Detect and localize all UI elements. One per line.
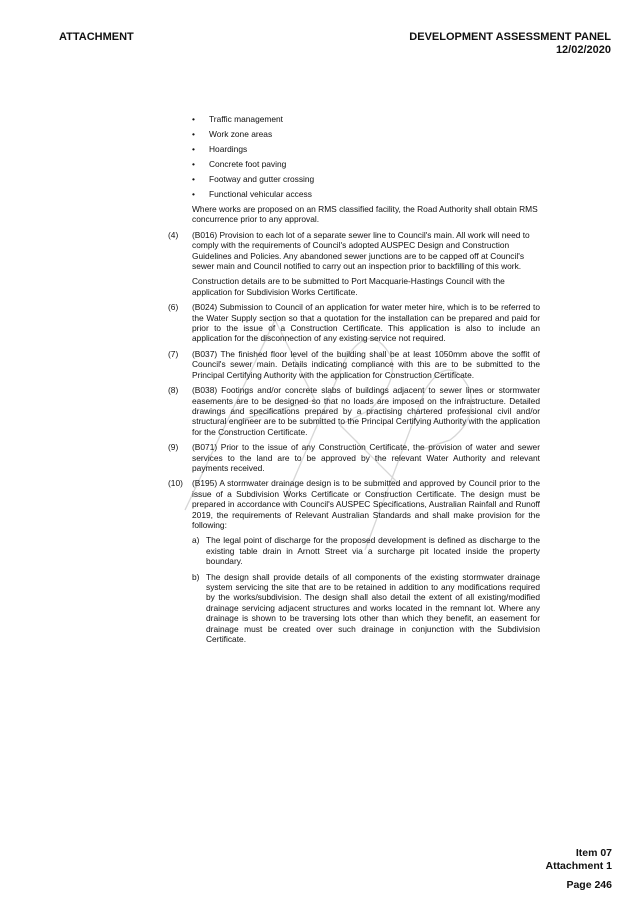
subitem-text: The design shall provide details of all components of the existing stormwater drainage system servicing the site that are to be retained in addition to any modifications required by the works/subdivision. The design shall also detail the extent of all existing/modified drainage servicing adjacent structures and works located in the remnant lot. Where any drainage is shown to be traversing lots other than which they benefit, an easement for drainage must be created over such drainage in conjunction with the Subdivision Certificate.: [206, 571, 540, 645]
bullet-item: • Functional vehicular access: [192, 189, 312, 199]
subitem-label: b): [192, 571, 200, 582]
condition-7: [168, 349, 540, 380]
bullet-item: • Footway and gutter crossing: [192, 174, 315, 184]
footer-attachment: Attachment 1: [545, 860, 612, 872]
condition-number: (4): [168, 229, 179, 240]
condition-text: (B024) Submission to Council of an application for water meter hire, which is to be referred to the Water Supply section so that a quotation for the installation can be prepared and paid for prior to the issue of a Construction Certificate. This application is also to include an application for the disconnection of any existing service not required.: [192, 302, 540, 344]
condition-extra: Construction details are to be submitted to Port Macquarie-Hastings Council with the application for Subdivision Works Certificate.: [192, 276, 505, 297]
subitem-text: The legal point of discharge for the proposed development is defined as discharge to the existing table drain in Arnott Street via a surcharge pit located inside the property boundary.: [206, 535, 540, 567]
condition-number: (10): [168, 478, 183, 489]
header-attachment-label: ATTACHMENT: [59, 31, 134, 43]
subitem-b: [192, 572, 540, 645]
bullet-item: • Work zone areas: [192, 129, 273, 139]
header-panel-title: DEVELOPMENT ASSESSMENT PANEL: [409, 31, 611, 43]
footer-page-number: Page 246: [566, 879, 612, 891]
bullet-list: [168, 114, 540, 199]
bullet-item: • Concrete foot paving: [192, 159, 287, 169]
header-panel: [409, 31, 611, 57]
bullet-item: • Traffic management: [192, 114, 284, 124]
condition-text: (B038) Footings and/or concrete slabs of buildings adjacent to sewer lines or stormwater easements are to be designed so that no loads are imposed on the infrastructure. Detailed drawings and specifications prepared by a practising chartered professional civil and/or structural engineer are to be submitted to the Principal Certifying Authority with the application for the Construction Certificate.: [192, 385, 540, 437]
document-body: [168, 114, 540, 649]
bullet-note: Where works are proposed on an RMS classified facility, the Road Authority shall obtain RMS concurrence prior to any approval.: [192, 204, 538, 225]
subitem-a: [192, 535, 540, 566]
condition-text: (B037) The finished floor level of the building shall be at least 1050mm above the soffit of Council's sewer main. Details indicating compliance with this are to be submitted to the Principal Certifying Authority with the application for Construction Certificate.: [192, 348, 540, 380]
header-date: 12/02/2020: [555, 44, 611, 56]
condition-text: (B071) Prior to the issue of any Construction Certificate, the provision of water and sewer services to the land are to be approved by the relevant Water Authority and relevant payments received.: [192, 442, 540, 473]
footer-item: Item 07: [575, 847, 612, 859]
condition-text: (B016) Provision to each lot of a separate sewer line to Council's main. All work will need to comply with the requirements of Council's adopted AUSPEC Design and Construction Guidelines and Policies. Any abandoned sewer junctions are to be capped off at Council's sewer main and Council notified to carry out an inspection prior to backfilling of this work.: [192, 229, 530, 272]
footer-item-info: [545, 847, 612, 873]
condition-number: (9): [168, 442, 179, 453]
condition-number: (7): [168, 348, 179, 359]
condition-10: [168, 478, 540, 644]
subitem-label: a): [192, 535, 200, 546]
condition-number: (8): [168, 385, 179, 396]
condition-text: (B195) A stormwater drainage design is to be submitted and approved by Council prior to the issue of a Subdivision Works Certificate or Construction Certificate. The design must be prepared in accordance with Council's AUSPEC Specifications, Australian Rainfall and Runoff 2019, the requirements of Relevant Australian Standards and shall make provision for the following:: [192, 478, 540, 530]
condition-9: [168, 442, 540, 473]
condition-8: [168, 385, 540, 437]
bullet-item: • Hoardings: [192, 144, 248, 154]
condition-6: [168, 302, 540, 344]
condition-number: (6): [168, 302, 179, 313]
condition-4: [168, 230, 540, 297]
